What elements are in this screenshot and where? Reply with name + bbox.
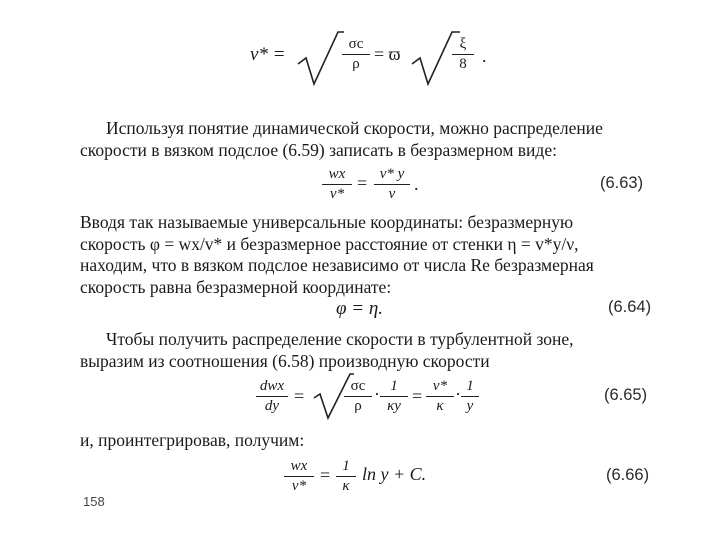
eq63-lhs: $\frac{wx}{v*}$ <box>322 166 352 203</box>
equation-number: (6.65) <box>604 386 648 404</box>
eq65-frac2: $\frac{1}{\kappa y}$ <box>380 378 408 415</box>
eq63-equals: = <box>357 173 368 193</box>
formula-top-frac1: $\frac{\sigma c}{\rho}$ <box>342 36 370 73</box>
eq66-frac: $\frac{1}{\kappa}$ <box>336 458 356 495</box>
equation-number: (6.66) <box>606 466 650 484</box>
equals-sign: = <box>412 386 423 406</box>
equation-number: (6.64) <box>608 298 652 316</box>
paragraph-1: Используя понятие динамической скорости, можно распределение скорости в вязком подслое (6.59) записать в безразмерном виде: <box>80 118 603 160</box>
eq65-frac4: $\frac{1}{y}$ <box>461 378 479 415</box>
dot-operator: · <box>374 384 380 404</box>
dot-operator: · <box>455 384 461 404</box>
eq63-rhs: $\frac{v* y}{\nu}$ <box>374 166 410 203</box>
eq66-rest: ln y + C. <box>362 464 427 484</box>
radical-sign-icon <box>298 30 344 86</box>
formula-top-lhs: v* = <box>250 44 286 65</box>
eq65-frac1: $\frac{\sigma c}{\rho}$ <box>344 378 372 415</box>
eq66-lhs: $\frac{wx}{v*}$ <box>284 458 314 495</box>
formula-top-mid: = ϖ <box>374 44 401 64</box>
eq65-frac3: $\frac{v*}{\kappa}$ <box>426 378 454 415</box>
eq66-equals: = <box>320 465 331 485</box>
eq63-dot: . <box>414 174 419 194</box>
equation-number: (6.63) <box>600 174 644 192</box>
formula-top-end: . <box>482 46 487 66</box>
page-number: 158 <box>83 494 105 509</box>
formula-top-frac2: $\frac{\xi}{8}$ <box>452 36 474 73</box>
paragraph-3: Чтобы получить распределение скорости в турбулентной зоне, выразим из соотношения (6.58) производную скорости <box>80 329 574 371</box>
eq64-formula: φ = η. <box>336 298 384 319</box>
eq65-lhs: dwx dy <box>256 378 288 415</box>
paragraph-2: Вводя так называемые универсальные координаты: безразмерную скорость φ = wx/v* и безразмерное расстояние от стенки η = v*y/ν, находим, что в вязком подслое независимо от числа Re безразмерная скорость равна безразмерной координате: <box>80 212 594 297</box>
paragraph-4: и, проинтегрировав, получим: <box>80 430 305 450</box>
eq65-equals: = <box>294 386 305 406</box>
